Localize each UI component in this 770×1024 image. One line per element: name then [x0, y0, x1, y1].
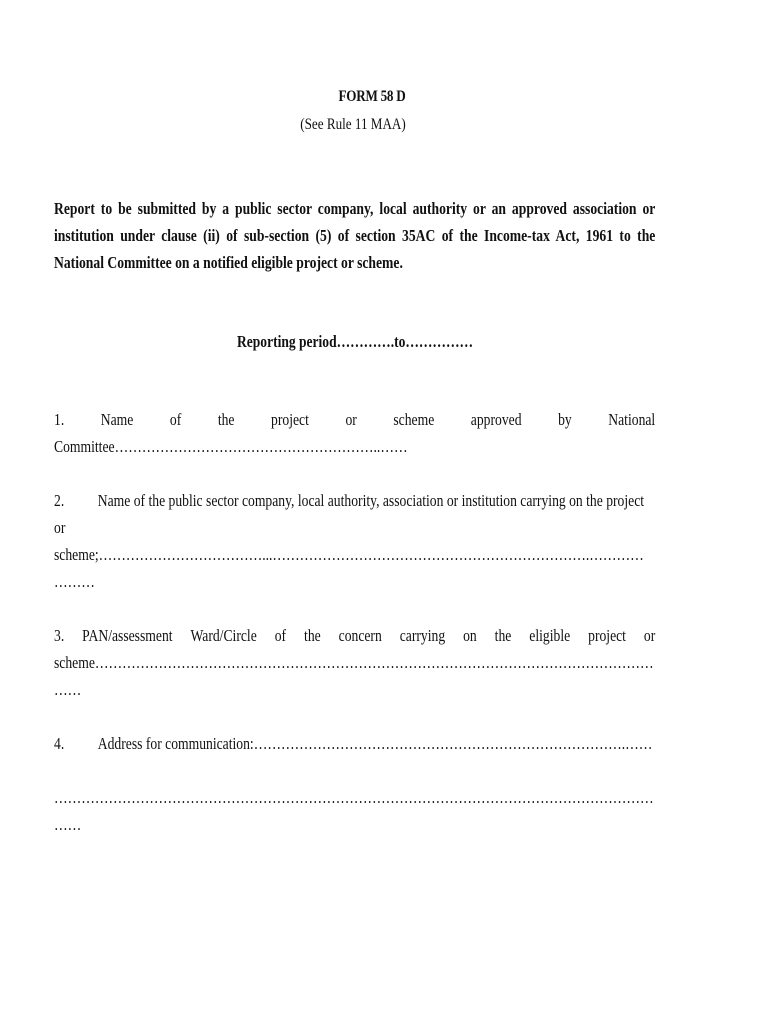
address-fill-lines — [54, 784, 655, 838]
item-4-fill-line[interactable]: Address for communication:……………………………………………………………………….…… — [97, 734, 653, 753]
form-rule-reference: (See Rule 11 MAA) — [300, 116, 406, 133]
item-3-word: the — [494, 626, 512, 645]
item-3-fill-continuation[interactable]: …… — [54, 680, 82, 699]
item-1-word: project — [271, 410, 309, 429]
item-1-word: National — [608, 410, 656, 429]
item-2-number: 2. — [54, 491, 65, 510]
item-3-line-1 — [54, 622, 655, 649]
item-1-number: 1. — [54, 410, 65, 429]
address-fill-line-2[interactable]: …… — [54, 815, 82, 834]
item-3-word: concern — [338, 626, 382, 645]
item-4-address — [54, 730, 655, 757]
item-1-project-name — [54, 406, 655, 460]
item-3-word: carrying — [399, 626, 446, 645]
item-1-word: approved — [470, 410, 522, 429]
item-3-word: Ward/Circle — [190, 626, 257, 645]
address-fill-line-1[interactable]: …………………………………………………………………………………………………………………… — [54, 788, 654, 807]
item-2-fill-line[interactable]: scheme;………………………………...…………………………………………………………….………… — [54, 545, 644, 564]
item-3-word: or — [643, 626, 656, 645]
item-3-word: project — [588, 626, 626, 645]
item-1-word: of — [169, 410, 182, 429]
item-1-word: the — [217, 410, 235, 429]
reporting-period-field[interactable]: Reporting period………….to…………… — [237, 332, 474, 351]
item-3-fill-line[interactable]: scheme…………………………………………………………………………………………………………… — [54, 653, 654, 672]
item-2-label: Name of the public sector company, local authority, association or institution carrying on the project — [97, 491, 645, 510]
item-1-fill-line[interactable]: Committee…………………………………………………..…… — [54, 437, 408, 456]
item-3-pan-ward — [54, 622, 655, 703]
item-3-word: eligible — [529, 626, 571, 645]
item-2-fill-continuation[interactable]: ……… — [54, 572, 95, 591]
item-4-number: 4. — [54, 734, 65, 753]
item-4-line-1 — [54, 730, 655, 757]
item-1-word: scheme — [393, 410, 435, 429]
item-3-word: of — [274, 626, 287, 645]
item-1-word: by — [558, 410, 572, 429]
item-1-word: or — [345, 410, 357, 429]
intro-paragraph: Report to be submitted by a public sector company, local authority or an approved association or institution under clause (ii) of sub-section (5) of section 35AC of the Income-tax Act, 1961 to the National Committee on a notified eligible project or scheme. — [54, 199, 656, 272]
item-1-word: Name — [100, 410, 134, 429]
item-3-word: on — [463, 626, 477, 645]
form-title: FORM 58 D — [338, 88, 406, 105]
item-3-word: PAN/assessment — [82, 626, 173, 645]
item-3-number: 3. — [54, 626, 65, 645]
item-3-word: the — [304, 626, 321, 645]
item-2-line-2: or — [54, 518, 66, 537]
item-2-organisation-name — [54, 487, 655, 595]
item-1-line-1 — [54, 406, 655, 433]
item-2-line-1 — [54, 487, 655, 514]
